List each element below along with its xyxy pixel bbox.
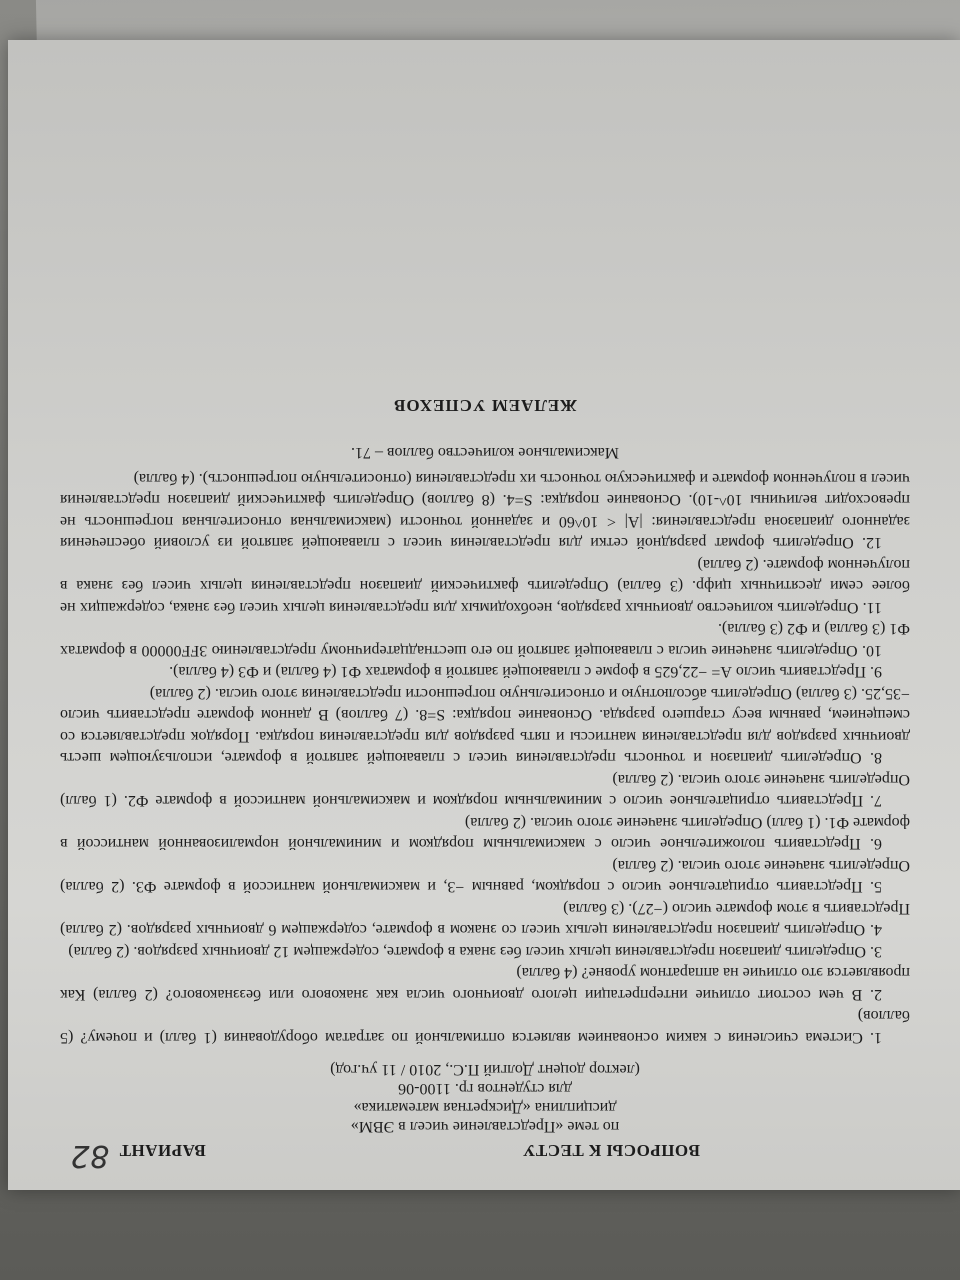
page-title: ВОПРОСЫ К ТЕСТУ [522, 1141, 700, 1160]
question-item: 5. Представить отрицательное число с порядком, равным −3, и максимальной мантиссой в формате Ф3. (2 балла) Определить значение этого числа. (2 балла) [60, 857, 910, 896]
question-item: 6. Представить положительное число с максимальным порядком и минимальной нормализованной мантиссой в формате Ф1. (1 балл) Определить значение этого числа. (2 балла) [60, 814, 910, 853]
variant-label-group [70, 1138, 206, 1173]
question-item: 11. Определить количество двоичных разрядов, необходимых для представления целых чисел без знака, содержащих не более семи десятичных цифр. (3 балла) Определить фактический диапазон представления целых чисел без знака в полученном формате. (2 балла) [60, 556, 910, 616]
subtitle-line: (лектор доцент Долгий П.С., 2010 / 11 уч.год) [330, 1061, 640, 1078]
question-item: 2. В чем состоит отличие интерпретации целого двоичного числа как знакового или беззнакового? (2 балла) Как проявляется это отличие на аппаратном уровне? (4 балла) [60, 964, 910, 1003]
question-item: 4. Определить диапазон представления целых чисел со знаком в формате, содержащем 6 двоичных разрядов. (2 балла) Представить в этом формате число (−27). (3 балла) [60, 900, 910, 939]
question-item: 7. Представить отрицательное число с минимальным порядком и максимальной мантиссой в формате Ф2. (1 балл) Определить значение этого числа. (2 балла) [60, 771, 910, 810]
questions-list [60, 468, 910, 1049]
variant-label: ВАРИАНТ [119, 1141, 206, 1160]
subtitle-line: дисциплина «Дискретная математика» [353, 1099, 617, 1116]
subtitle-line: по теме «Представление чисел в ЭВМ» [350, 1118, 620, 1135]
question-item: 10. Определить значение числа с плавающей запятой по его шестнадцатеричному представлению 3FF00000 в форматах Ф1 (3 балла) и Ф2 (3 балла). [60, 620, 910, 659]
question-item: 12. Определить формат разрядной сетки для представления чисел с плавающей запятой из условий обеспечения заданного диапазона представления: |A| < 10^60 и заданной точности (максимальная относительная погрешность не превосходит величины 10^-10). Основание порядка: S=4. (8 баллов) Определить фактический диапазон представления чисел в полученном формате и фактическую точность их представления (относительную погрешность). (4 балла) [60, 470, 910, 552]
max-score: Максимальное количество баллов – 71. [350, 444, 620, 462]
test-page-rotated [60, 170, 910, 1173]
wish-heading: ЖЕЛАЕМ УСПЕХОВ [393, 396, 577, 416]
subtitle-line: для студентов гр. 1100-06 [398, 1080, 572, 1097]
question-item: 9. Представить число A= −22,625 в форме с плавающей запятой в форматах Ф1 (4 балла) и Ф3 (4 балла). [169, 663, 882, 681]
variant-number-handwritten: 82 [70, 1138, 110, 1173]
question-item: 3. Определить диапазон представления целых чисел без знака в формате, содержащем 12 двоичных разрядов. (2 балла) [68, 943, 882, 960]
header-row [60, 1138, 910, 1173]
question-item: 1. Система счисления с каким основанием является оптимальной по затратам оборудования (1 балл) и почему? (5 баллов) [60, 1007, 910, 1046]
subtitle-block [60, 1060, 910, 1136]
question-item: 8. Определить диапазон и точность представления чисел с плавающей запятой в формате, использующем шесть двоичных разрядов для представления мантиссы и пять разрядов для представления порядка. Порядок представляется со смещением, равным весу старшего разряда. Основание порядка: S=8. (7 баллов) В данном формате представить число −35,25. (3 балла) Определить абсолютную и относительную погрешности представления этого числа. (2 балла) [60, 685, 910, 767]
